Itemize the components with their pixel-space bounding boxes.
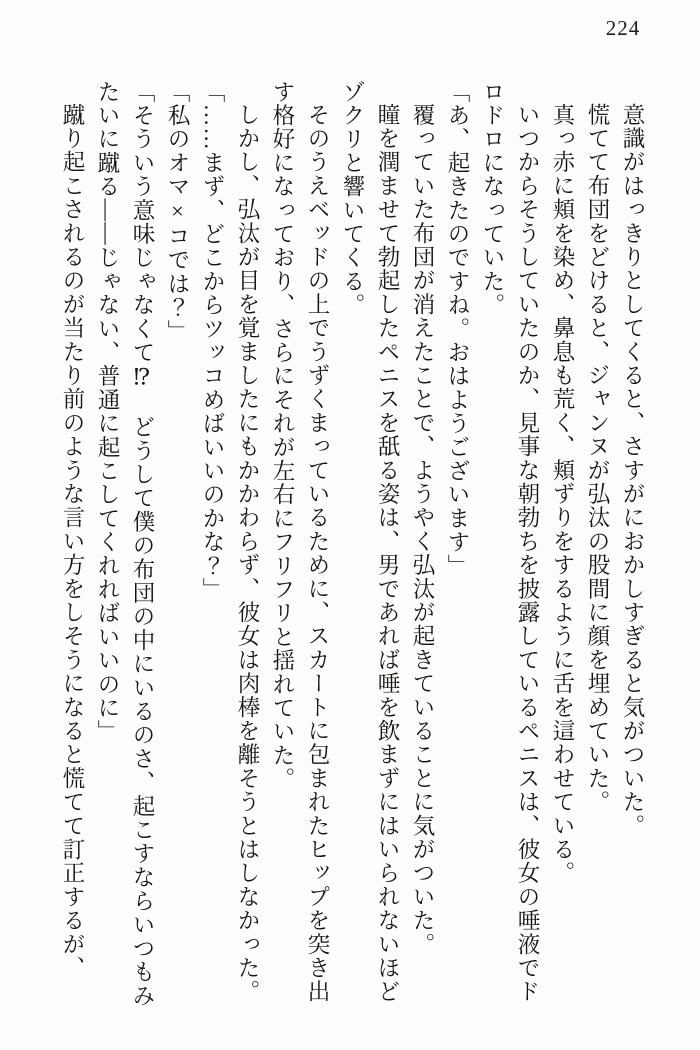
body-text (50, 80, 650, 1025)
paragraph: 真っ赤に頬を染め、鼻息も荒く、頬ずりをするように舌を這わせている。 (550, 102, 575, 885)
paragraph: しかし、弘汰が目を覚ましたにもかかわらず、彼女は肉棒を離そうとはしなかった。 (235, 102, 260, 1004)
paragraph-dialogue: 「そういう意味じゃなくて⁉ どうして僕の布団の中にいるのさ、起こすならいつもみたいに蹴る――じゃない、普通に起こしてくれればいいのに」 (95, 80, 155, 1008)
paragraph: そのうえベッドの上でうずくまっているために、スカートに包まれたヒップを突き出す格好になっており、さらにそれが左右にフリフリと揺れていた。 (270, 80, 330, 1004)
paragraph: 瞳を潤ませて勃起したペニスを舐る姿は、男であれば唾を飲まずにはいられないほどゾクリと響いてくる。 (340, 80, 400, 1004)
paragraph: いつからそうしていたのか、見事な朝勃ちを披露しているペニスは、彼女の唾液でドロドロになっていた。 (480, 80, 540, 1004)
paragraph-dialogue: 「あ、起きたのですね。おはようございます」 (445, 80, 470, 578)
paragraph-dialogue: 「私のオマ×コでは？」 (165, 80, 190, 344)
paragraph: 慌てて布団をどけると、ジャンヌが弘汰の股間に顔を埋めていた。 (585, 102, 610, 814)
paragraph: 意識がはっきりとしてくると、さすがにおかしすぎると気がついた。 (620, 102, 645, 838)
paragraph: 覆っていた布団が消えたことで、ようやく弘汰が起きていることに気がついた。 (410, 102, 435, 956)
paragraph: 蹴り起こされるのが当たり前のような言い方をしそうになると慌てて訂正するが、 (60, 102, 85, 980)
page-number: 224 (605, 16, 641, 40)
paragraph-dialogue: 「……まず、どこからツッコめばいいのかな？」 (200, 80, 225, 602)
